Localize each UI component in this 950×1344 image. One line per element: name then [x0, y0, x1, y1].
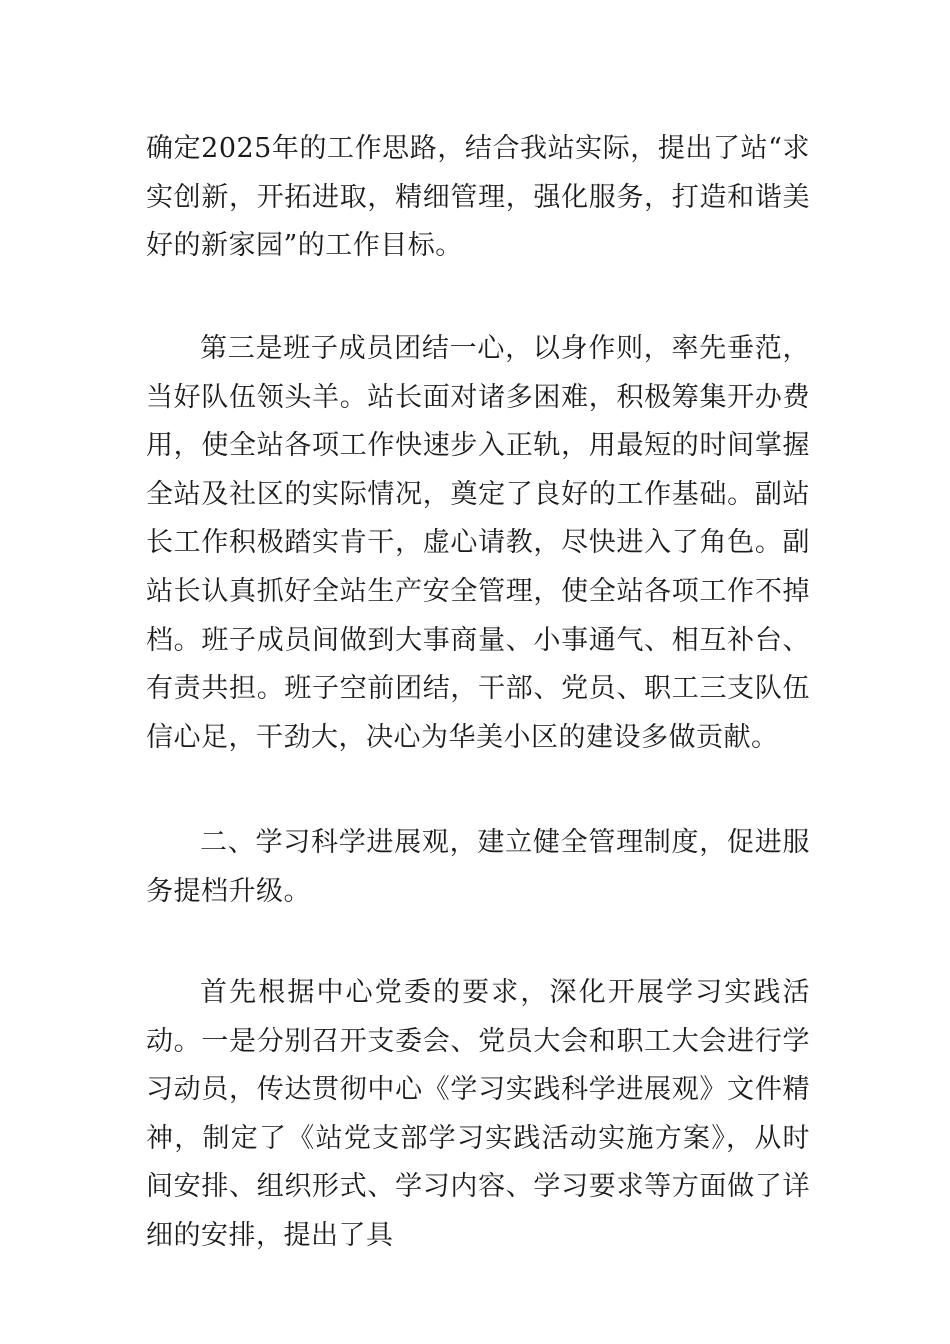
paragraph-study-practice: 首先根据中心党委的要求，深化开展学习实践活动。一是分别召开支委会、党员大会和职工大会进行学习动员，传达贯彻中心《学习实践科学进展观》文件精神，制定了《站党支部学习实践活动实施方案》，从时间安排、组织形式、学习内容、学习要求等方面做了详细的安排，提出了具	[146, 977, 810, 1251]
paragraph-team-unity: 第三是班子成员团结一心，以身作则，率先垂范，当好队伍领头羊。站长面对诸多困难，积极筹集开办费用，使全站各项工作快速步入正轨，用最短的时间掌握全站及社区的实际情况，奠定了良好的工作基础。副站长工作积极踏实肯干，虚心请教，尽快进入了角色。副站长认真抓好全站生产安全管理，使全站各项工作不掉档。班子成员间做到大事商量、小事通气、相互补台、有责共担。班子空前团结，干部、党员、职工三支队伍信心足，干劲大，决心为华美小区的建设多做贡献。	[146, 333, 810, 753]
paragraph-work-goal: 确定2025年的工作思路，结合我站实际，提出了站“求实创新，开拓进取，精细管理，强化服务，打造和谐美好的新家园”的工作目标。	[146, 133, 810, 262]
section-heading-two: 二、学习科学进展观，建立健全管理制度，促进服务提档升级。	[146, 827, 810, 907]
